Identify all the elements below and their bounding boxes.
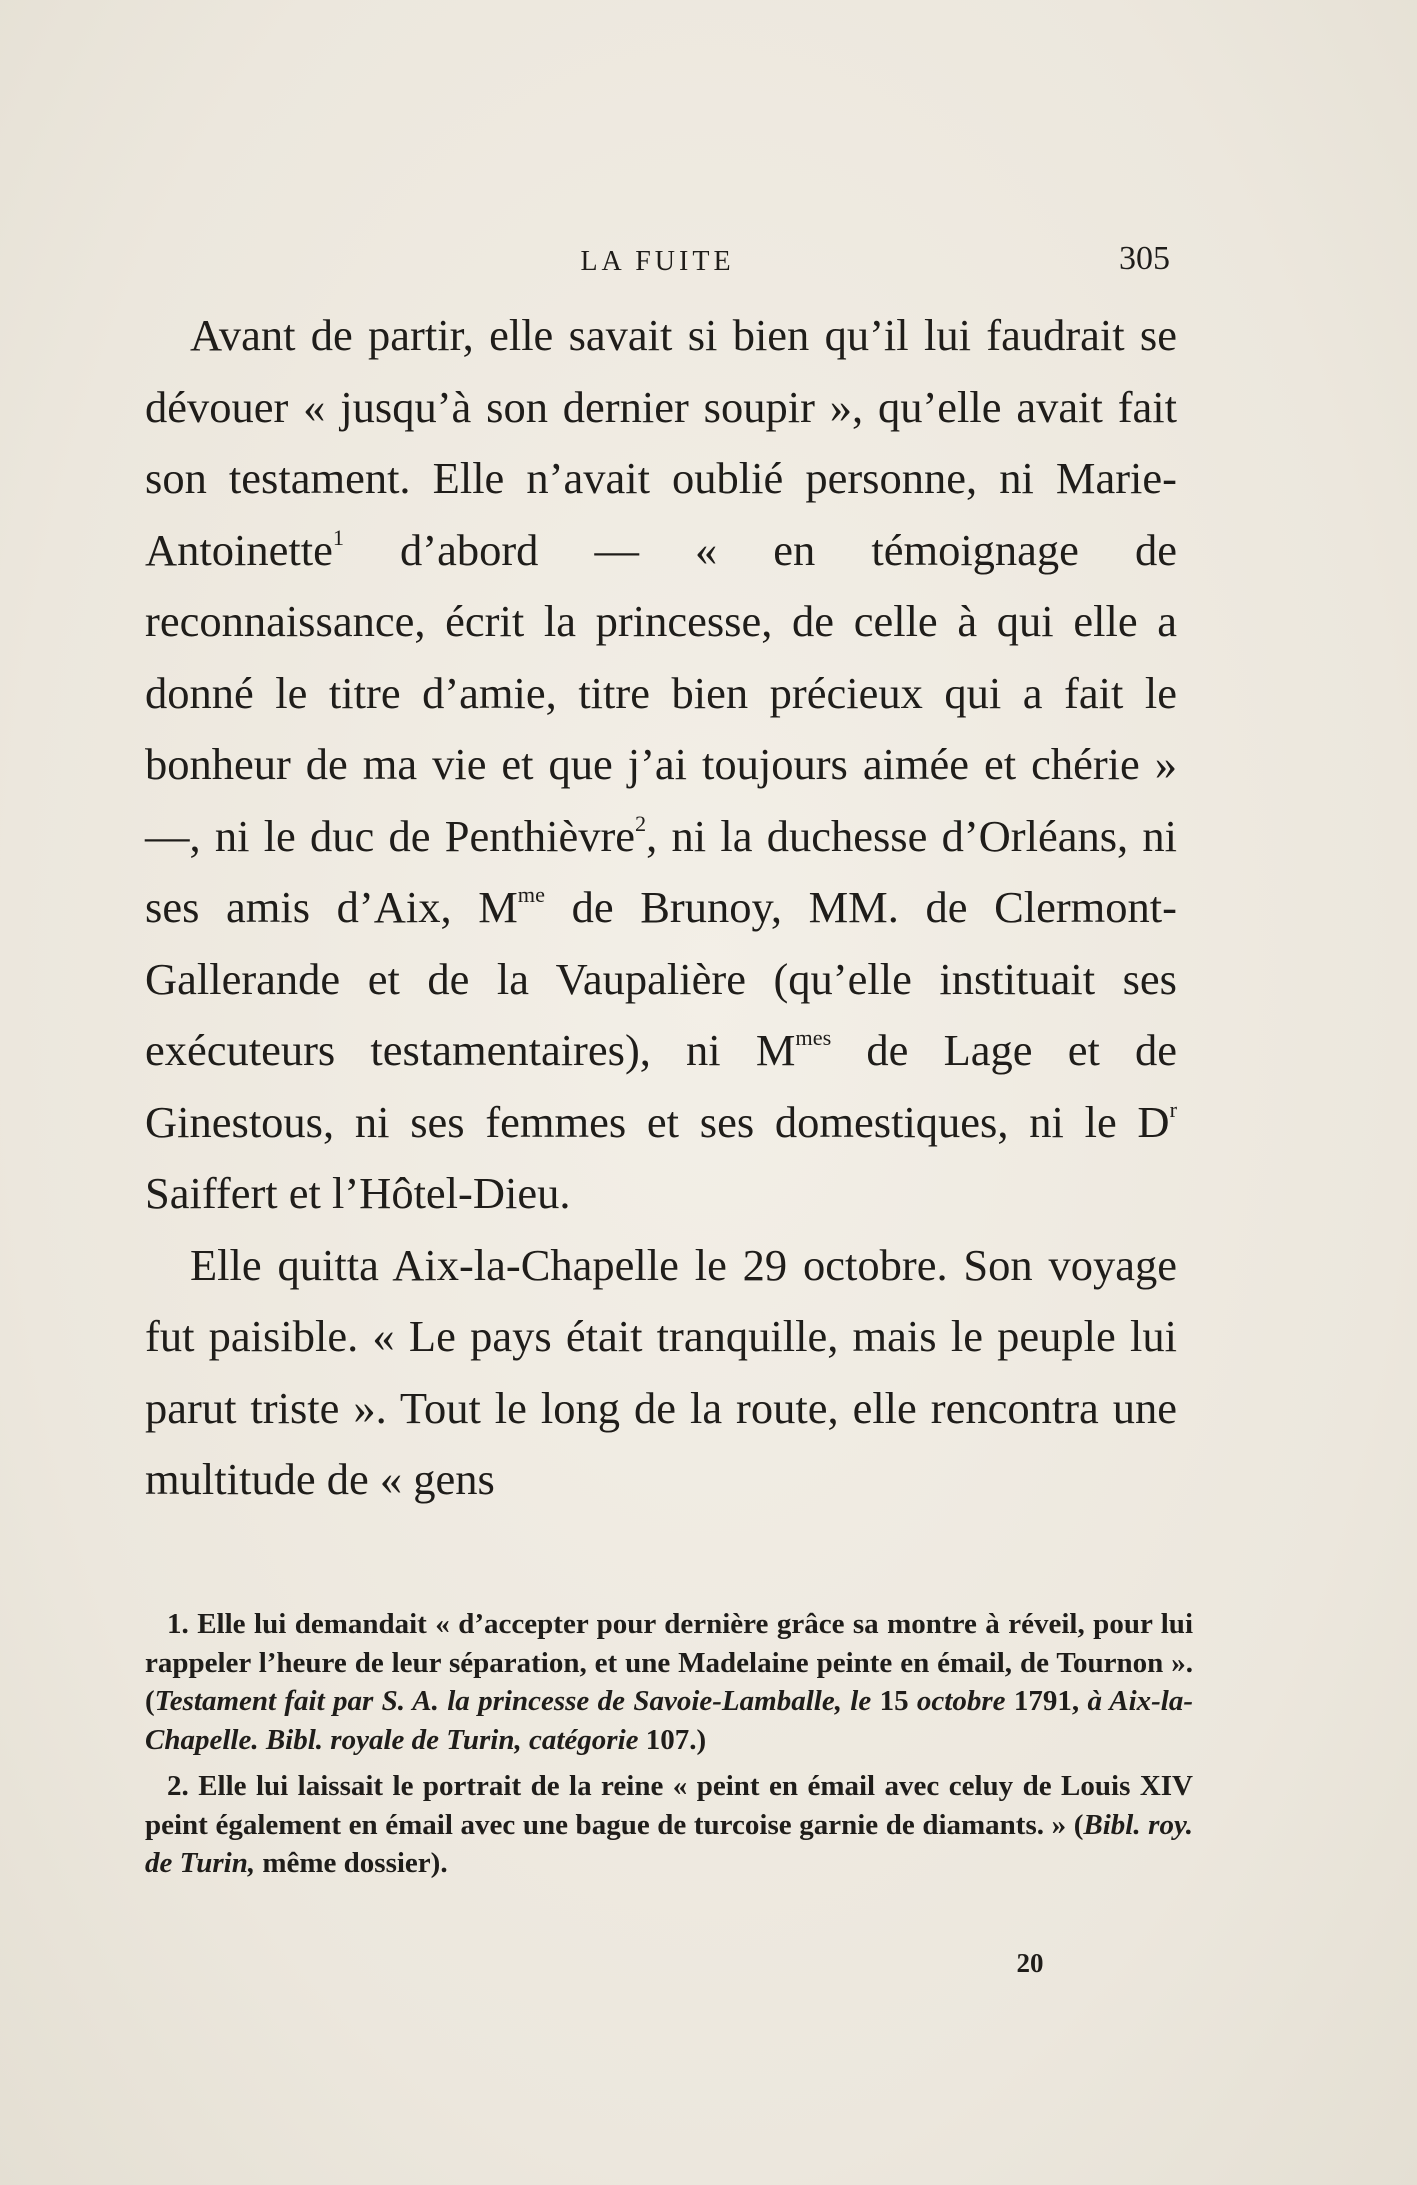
footnote-citation: à Aix-la-Chapelle. Bibl. royale de Turin, catégorie <box>145 1685 1194 1756</box>
footnote-text: 107.) <box>638 1723 707 1756</box>
footnote-1 <box>145 1605 1193 1759</box>
footnote-text: 1791, <box>1005 1685 1088 1717</box>
paragraph-1 <box>145 300 1177 1230</box>
body-text <box>145 300 1177 1516</box>
footnote-2 <box>145 1767 1193 1883</box>
footnote-citation: Testament fait par S. A. la princesse de Savoie-Lamballe, le <box>154 1685 872 1717</box>
text-run: de Brunoy, MM. de Clermont-Gallerande et de la Vaupalière (qu’elle instituait ses exécuteurs testamentaires), ni M <box>145 882 1177 1075</box>
text-run: Avant de partir, elle savait si bien qu’il lui faudrait se dévouer « jusqu’à son dernier soupir », qu’elle avait fait son testament. Elle n’avait oublié personne, ni Marie-Antoinette <box>145 310 1177 575</box>
signature-mark: 20 <box>1016 1948 1044 1978</box>
running-title: LA FUITE <box>580 246 735 277</box>
footnote-ref-2: 2 <box>635 810 647 836</box>
footnote-citation: Bibl. roy. de Turin, <box>145 1808 1193 1879</box>
superscript-dr: r <box>1169 1096 1177 1122</box>
text-run: , ni la duchesse d’Orléans, ni ses amis d’Aix, M <box>145 810 1177 932</box>
text-run: de Lage et de Ginestous, ni ses femmes et ses domestiques, ni le D <box>145 1025 1177 1147</box>
superscript-mme: me <box>517 881 545 907</box>
footnote-ref-1: 1 <box>332 524 344 550</box>
footnote-text: même dossier). <box>255 1847 448 1879</box>
page-number: 305 <box>1119 240 1170 277</box>
footnotes <box>145 1605 1193 1891</box>
footnote-text: 15 <box>871 1685 917 1717</box>
text-run: Saiffert et l’Hôtel-Dieu. <box>145 1168 571 1218</box>
footnote-citation: octobre <box>916 1685 1006 1717</box>
text-run: d’abord — « en témoignage de reconnaissance, écrit la princesse, de celle à qui elle a donné le titre d’amie, titre bien précieux qui a fait le bonheur de ma vie et que j’ai toujours aimée et chérie » —, ni le duc de Penthièvre <box>145 524 1177 861</box>
superscript-mmes: mes <box>795 1024 832 1050</box>
footnote-text: 2. Elle lui laissait le portrait de la reine « peint en émail avec celuy de Louis XIV peint également en émail avec une bague de turcoise garnie de diamants. » ( <box>145 1770 1193 1841</box>
running-head <box>145 240 1170 280</box>
paragraph-2: Elle quitta Aix-la-Chapelle le 29 octobre. Son voyage fut paisible. « Le pays était tranquille, mais le peuple lui parut triste ». Tout le long de la route, elle rencontra une multitude de « gens <box>145 1239 1177 1504</box>
footnote-text: 1. Elle lui demandait « d’accepter pour dernière grâce sa montre à réveil, pour lui rappeler l’heure de leur séparation, et une Madelaine peinte en émail, de Tournon ». ( <box>145 1608 1193 1717</box>
